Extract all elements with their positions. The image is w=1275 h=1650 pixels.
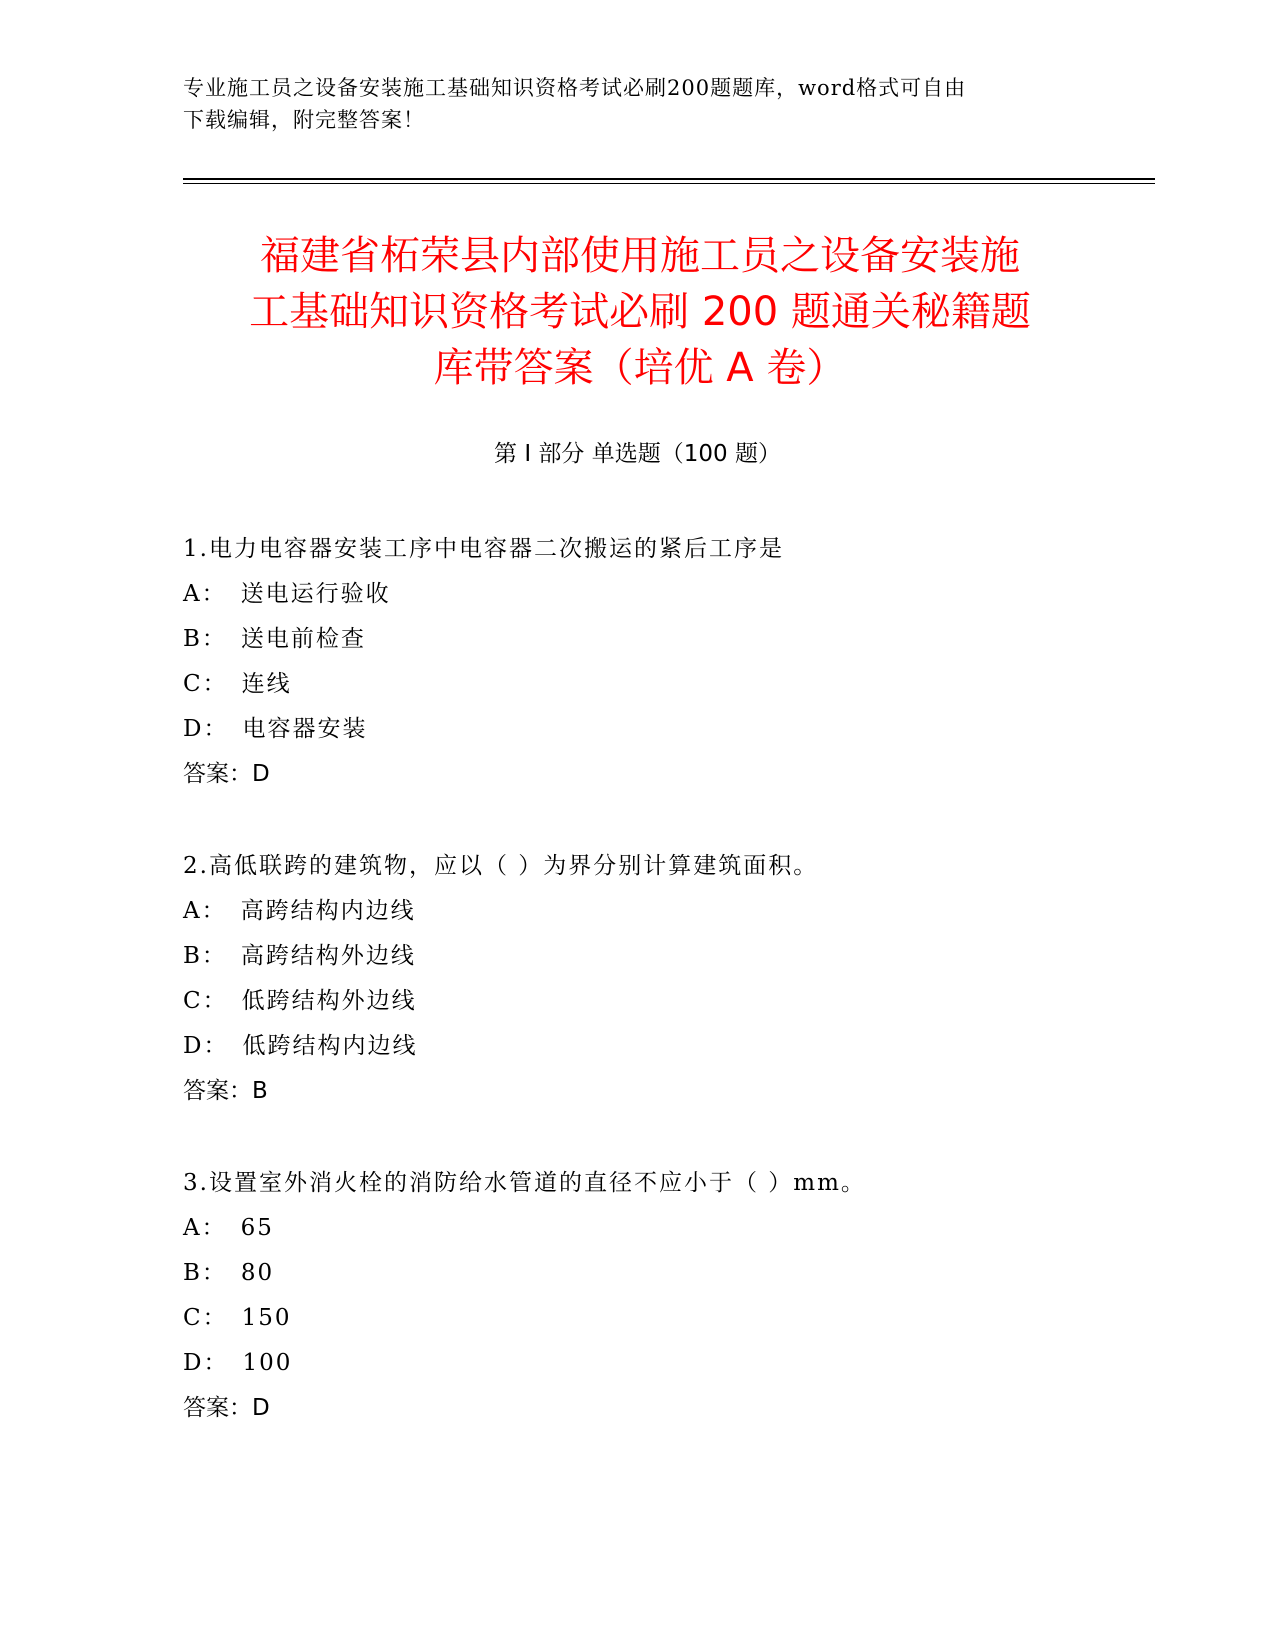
title-line3: 库带答案（培优 A 卷）: [433, 345, 847, 391]
question-stem: 2.高低联跨的建筑物，应以（ ）为界分别计算建筑面积。: [183, 853, 819, 879]
option-c: [183, 662, 1143, 707]
option-d: [183, 707, 1143, 752]
title-line2: 工基础知识资格考试必刷 200 题通关秘籍题: [249, 289, 1031, 335]
option-key: A：: [183, 581, 227, 607]
question-1: [183, 527, 1143, 797]
option-text: 送电前检查: [240, 626, 366, 652]
option-key: D：: [183, 716, 229, 742]
option-b: [183, 1251, 1143, 1296]
option-b: [183, 934, 1143, 979]
option-text: 低跨结构内边线: [242, 1033, 418, 1059]
option-c: [183, 1296, 1143, 1341]
option-a: [183, 889, 1143, 934]
answer: 答案：D: [183, 761, 270, 787]
option-key: C：: [183, 671, 228, 697]
option-d: [183, 1341, 1143, 1386]
option-text: 80: [240, 1260, 275, 1286]
question-2: [183, 844, 1143, 1114]
title-line1: 福建省柘荣县内部使用施工员之设备安装施: [260, 233, 1020, 279]
option-text: 高跨结构外边线: [240, 943, 416, 969]
option-key: A：: [183, 898, 227, 924]
option-key: B：: [183, 943, 227, 969]
option-key: B：: [183, 626, 227, 652]
option-text: 电容器安装: [242, 716, 368, 742]
option-text: 65: [240, 1215, 274, 1241]
document-title: [190, 228, 1090, 396]
option-a: [183, 572, 1143, 617]
option-c: [183, 979, 1143, 1024]
question-list: [183, 527, 1143, 1478]
section-title: 第 I 部分 单选题（100 题）: [494, 441, 781, 467]
question-3: [183, 1161, 1143, 1431]
option-a: [183, 1206, 1143, 1251]
header-note-line1: 专业施工员之设备安装施工基础知识资格考试必刷200题题库，word格式可自由: [183, 76, 967, 100]
header-note: [183, 72, 1063, 136]
option-text: 150: [241, 1305, 292, 1331]
option-key: A：: [183, 1215, 227, 1241]
header-divider-thick: [183, 178, 1155, 180]
option-key: D：: [183, 1350, 229, 1376]
header-note-line2: 下载编辑，附完整答案！: [183, 108, 425, 132]
option-key: C：: [183, 1305, 228, 1331]
question-stem: 1.电力电容器安装工序中电容器二次搬运的紧后工序是: [183, 536, 784, 562]
option-d: [183, 1024, 1143, 1069]
option-text: 连线: [241, 671, 292, 697]
option-key: B：: [183, 1260, 227, 1286]
option-text: 送电运行验收: [240, 581, 391, 607]
option-text: 100: [242, 1350, 293, 1376]
option-key: D：: [183, 1033, 229, 1059]
option-key: C：: [183, 988, 228, 1014]
header-divider-thin: [183, 183, 1155, 184]
option-text: 低跨结构外边线: [241, 988, 417, 1014]
answer: 答案：D: [183, 1395, 270, 1421]
answer: 答案：B: [183, 1078, 268, 1104]
option-b: [183, 617, 1143, 662]
option-text: 高跨结构内边线: [240, 898, 416, 924]
question-stem: 3.设置室外消火栓的消防给水管道的直径不应小于（ ）mm。: [183, 1170, 866, 1196]
